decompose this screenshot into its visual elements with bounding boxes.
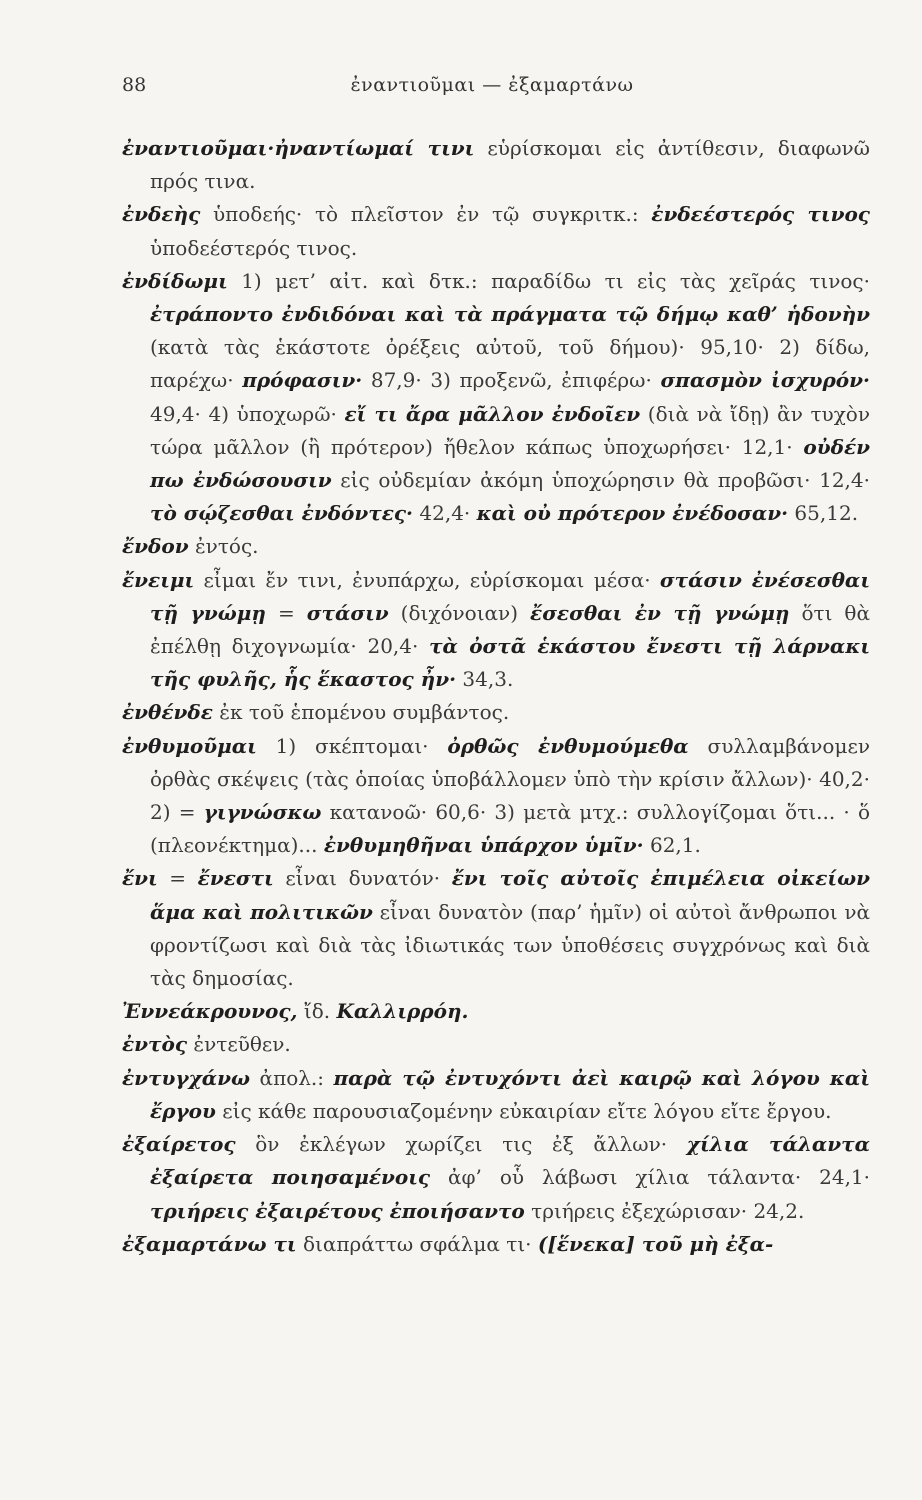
entry-definition: 42,4· xyxy=(413,501,477,526)
entry-definition: ἐντός. xyxy=(188,534,259,559)
entry-lemma: ἐξαμαρτάνω xyxy=(122,1231,267,1256)
entry-citation: οὐδέν πω ἐνδώσουσιν xyxy=(150,434,870,493)
dictionary-entry xyxy=(122,1028,870,1061)
entries-body xyxy=(122,132,870,1261)
entry-definition: (διὰ νὰ ἴδῃ) ἂν τυχὸν τώρα μᾶλλον (ἢ πρότερον) ἤθελον κάπως ὑποχωρήσει· 12,1· xyxy=(150,401,871,459)
entry-definition: ἀφ’ οὗ λάβωσι χίλια τάλαντα· 24,1· xyxy=(430,1165,871,1190)
dictionary-entry xyxy=(122,265,870,531)
entry-definition: 49,4· 4) ὑποχωρῶ· xyxy=(150,401,345,426)
page-header xyxy=(122,74,862,104)
entry-citation: πρόφασιν· xyxy=(242,368,363,393)
entry-definition: = xyxy=(157,866,198,891)
entry-definition: συλλαμβάνομεν ὀρθὰς σκέψεις (τὰς ὁποίας ὑποβάλλομεν ὑπὸ τὴν κρίσιν ἄλλων)· 40,2· 2) = xyxy=(150,733,870,825)
entry-definition: 1) μετ’ αἰτ. καὶ δτκ.: παραδίδω τι εἰς τὰς χεῖράς τινος· xyxy=(227,268,870,293)
entry-citation: στάσιν xyxy=(306,600,389,625)
entry-lemma: ἐνδίδωμι xyxy=(122,268,228,293)
entry-citation: Καλλιρρόη. xyxy=(336,999,469,1024)
entry-definition: ὑποδεής· τὸ πλεῖστον ἐν τῷ συγκριτκ.: xyxy=(200,202,652,227)
entry-lemma: ἐναντιοῦμαι· xyxy=(122,136,275,160)
entry-definition: εἶναι δυνατὸν (παρ’ ἡμῖν) οἱ αὐτοὶ ἄνθρωποι νὰ φροντίζωσι καὶ διὰ τὰς ἰδιωτικάς των ὑποθέσεις συγχρόνως καὶ διὰ τὰς δημοσίας. xyxy=(150,899,870,991)
dictionary-entry xyxy=(122,862,870,995)
running-title: ἐναντιοῦμαι — ἐξαμαρτάνω xyxy=(350,74,634,96)
entry-citation: ἐτράποντο ἐνδιδόναι καὶ τὰ πράγματα τῷ δήμῳ καθ’ ἡδονὴν xyxy=(150,302,870,327)
entry-lemma: ἐντυγχάνω xyxy=(122,1065,251,1090)
entry-lemma: ἔνδον xyxy=(122,534,189,559)
entry-definition: εὑρίσκομαι εἰς ἀντίθεσιν, διαφωνῶ πρός τινα. xyxy=(150,136,870,194)
entry-citation: τριήρεις ἐξαιρέτους ἐποιήσαντο xyxy=(150,1198,525,1223)
entry-definition: 1) σκέπτομαι· xyxy=(256,733,448,758)
entry-citation: καὶ οὐ πρότερον ἐνέδοσαν· xyxy=(476,501,789,526)
entry-definition: τριήρεις ἐξεχώρισαν· 24,2. xyxy=(524,1198,805,1223)
entry-citation: ἔσεσθαι ἐν τῇ γνώμῃ xyxy=(530,600,790,625)
entry-definition: εἰς κάθε παρουσιαζομένην εὐκαιρίαν εἴτε λόγου εἴτε ἔργου. xyxy=(215,1098,832,1123)
entry-citation: ἔνι τοῖς αὐτοῖς ἐπιμέλεια οἰκείων ἅμα καὶ πολιτικῶν xyxy=(150,866,871,924)
entry-definition: ὑποδεέστερός τινος. xyxy=(150,235,358,260)
entry-citation: χίλια τάλαντα ἐξαίρετα ποιησαμένοις xyxy=(150,1132,870,1190)
dictionary-entry xyxy=(122,1062,870,1128)
entry-citation: ἔνεστι xyxy=(197,866,274,891)
entry-citation: τὸ σῴζεσθαι ἐνδόντες· xyxy=(150,501,414,526)
dictionary-entry xyxy=(122,564,870,697)
entry-citation: παρὰ τῷ ἐντυχόντι ἀεὶ καιρῷ καὶ λόγου καὶ ἔργου xyxy=(150,1065,870,1123)
page-number: 88 xyxy=(122,74,147,96)
dictionary-entry xyxy=(122,730,870,863)
entry-definition: κατανοῶ· 60,6· 3) μετὰ μτχ.: συλλογίζομαι ὅτι... · ὅ (πλεονέκτημα)... xyxy=(150,800,870,858)
entry-citation: εἴ τι ἄρα μᾶλλον ἐνδοῖεν xyxy=(344,401,641,426)
dictionary-entry xyxy=(122,198,870,264)
entry-definition: (κατὰ τὰς ἑκάστοτε ὀρέξεις αὐτοῦ, τοῦ δήμου)· 95,10· 2) δίδω, παρέχω· xyxy=(150,335,870,393)
entry-definition: εἶναι δυνατόν· xyxy=(273,866,452,891)
entry-citation: ἐνθυμηθῆναι ὑπάρχον ὑμῖν· xyxy=(323,833,644,858)
entry-lemma: ἐντὸς xyxy=(122,1032,188,1057)
entry-lemma: ἐνθυμοῦμαι xyxy=(122,733,257,758)
entry-definition: εἰς οὐδεμίαν ἀκόμη ὑποχώρησιν θὰ προβῶσι· 12,4· xyxy=(331,468,870,493)
entry-citation: τὰ ὀστᾶ ἑκάστου ἔνεστι τῇ λάρνακι τῆς φυλῆς, ἧς ἕκαστος ἦν· xyxy=(150,634,870,692)
entry-citation: γιγνώσκω xyxy=(203,800,322,825)
entry-lemma: Ἐννεάκρουνος, xyxy=(122,999,298,1024)
entry-definition: ὅτι θὰ ἐπέλθῃ διχογνωμία· 20,4· xyxy=(150,600,870,659)
entry-citation: τι xyxy=(266,1231,297,1256)
dictionary-entry xyxy=(122,132,870,198)
entry-lemma: ἔνι xyxy=(122,866,158,891)
entry-lemma: ἐνθένδε xyxy=(122,700,213,725)
entry-citation: ἐνδεέστερός τινος xyxy=(651,202,870,227)
entry-definition: = xyxy=(265,600,307,625)
entry-definition: ὃν ἐκλέγων χωρίζει τις ἐξ ἄλλων· xyxy=(235,1132,687,1157)
entry-definition: 87,9· 3) προξενῶ, ἐπιφέρω· xyxy=(362,368,661,393)
dictionary-entry xyxy=(122,1228,870,1261)
entry-lemma: ἐνδεὴς xyxy=(122,202,201,227)
entry-definition: 34,3. xyxy=(456,667,514,692)
entry-citation: ἠναντίωμαί τινι xyxy=(274,136,475,160)
entry-definition: ἀπολ.: xyxy=(250,1065,334,1090)
entry-citation: ([ἕνεκα] τοῦ μὴ ἐξα- xyxy=(537,1231,774,1256)
entry-citation: ὀρθῶς ἐνθυμούμεθα xyxy=(447,733,689,758)
entry-definition: ἐντεῦθεν. xyxy=(187,1032,291,1057)
entry-definition: (διχόνοιαν) xyxy=(388,600,531,625)
dictionary-entry xyxy=(122,1128,870,1228)
entry-lemma: ἔνειμι xyxy=(122,567,195,592)
entry-definition: 65,12. xyxy=(788,501,859,526)
entry-citation: στάσιν ἐνέσεσθαι τῇ γνώμῃ xyxy=(150,567,870,625)
dictionary-entry xyxy=(122,696,870,729)
entry-definition: 62,1. xyxy=(643,833,701,858)
entry-definition: ἐκ τοῦ ἑπομένου συμβάντος. xyxy=(212,700,510,725)
entry-definition: εἶμαι ἔν τινι, ἐνυπάρχω, εὑρίσκομαι μέσα· xyxy=(194,567,660,592)
entry-definition: διαπράττω σφάλμα τι· xyxy=(296,1231,538,1256)
entry-citation: σπασμὸν ἰσχυρόν· xyxy=(660,368,870,393)
entry-lemma: ἐξαίρετος xyxy=(122,1132,236,1157)
entry-definition: ἴδ. xyxy=(297,999,337,1024)
dictionary-entry xyxy=(122,530,870,563)
dictionary-entry xyxy=(122,995,870,1028)
